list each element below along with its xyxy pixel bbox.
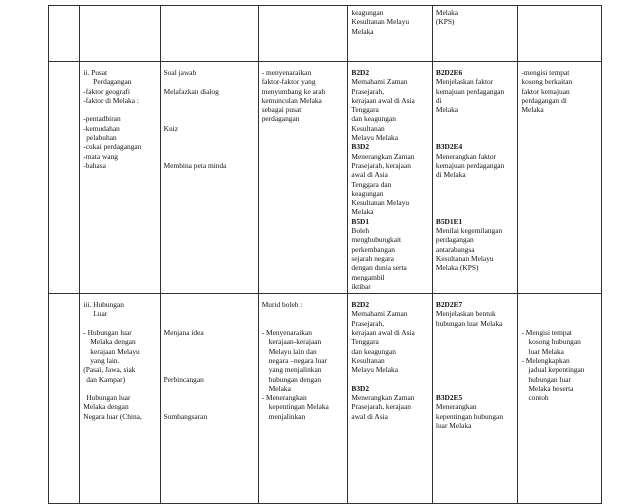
text-line: menjalinkan (268, 411, 306, 421)
text-line: kosong berkaitan (521, 77, 573, 87)
table-row-continuation (49, 6, 602, 62)
text-line: Memahami Zaman (351, 77, 408, 87)
cell-number (49, 6, 80, 62)
text-line: hubungan luar (528, 374, 571, 384)
text-line: perdagangan di (521, 95, 567, 105)
cell-standard (348, 294, 433, 504)
text-line: -mata wang (83, 151, 118, 161)
text-line: Melaka (435, 105, 459, 115)
text-line: kerajaan Melayu (90, 346, 140, 356)
text-line: kemunculan Melaka (261, 95, 322, 105)
lesson-plan-table (48, 5, 602, 504)
text-line: luar Melaka (435, 420, 472, 430)
cell-topic (80, 6, 160, 62)
text-line: Tenggara (351, 337, 379, 347)
text-line: Tenggara (351, 105, 379, 115)
text-line: kerajaan-kerajaan (268, 337, 322, 347)
text-line: di (435, 95, 442, 105)
cell-number (49, 62, 80, 294)
text-line: Kesultanan (351, 355, 385, 365)
cell-notes (258, 6, 348, 62)
text-line: -faktor di Melaka : (83, 95, 139, 105)
text-line: pelabuhan (86, 133, 117, 143)
text-line: Menilai kegemilangan (435, 226, 503, 236)
activity-item: Sumbangsaran (163, 411, 208, 421)
text-line: Menerangkan faktor (435, 151, 497, 161)
text-line: faktor-faktor yang (261, 77, 316, 87)
text-line: kemajuan perdagangan (435, 86, 505, 96)
text-line: Menerangkan Zaman (351, 151, 415, 161)
standard-code: B5D1 (351, 216, 370, 226)
text-line: Melaka (521, 105, 544, 115)
evidence-code: B3D2E5 (435, 393, 463, 403)
text-line: luar Melaka (528, 346, 564, 356)
text-line: Melaka dengan (90, 337, 136, 347)
cell-topic (80, 62, 160, 294)
text-line: Melaka (435, 8, 459, 17)
evidence-code: B2D2E6 (435, 68, 463, 77)
text-line: - menyenaraikan (261, 68, 312, 77)
text-line: Hubungan luar (86, 393, 131, 403)
text-line: (Pasai, Jawa, siak (83, 365, 136, 375)
text-line: Melaka (351, 207, 374, 217)
text-line: Tenggara dan (351, 179, 392, 189)
activity-item: Membina peta minda (163, 160, 227, 170)
table-row-hubungan-luar (49, 294, 602, 504)
cell-activities (160, 294, 258, 504)
text-line: Kesultanan (351, 123, 385, 133)
text-line: Menerangkan Zaman (351, 393, 415, 403)
text-line: Prasejarah, (351, 86, 385, 96)
text-line: jadual kepentingan (528, 365, 585, 375)
text-line: -kemudahan (83, 123, 120, 133)
cell-notes (258, 294, 348, 504)
text-line: kosong hubungan (528, 337, 581, 347)
text-line: kerajaan awal di Asia (351, 328, 415, 338)
text-line: Melaka beserta (528, 383, 574, 393)
text-line: Kesultanan Melayu (351, 17, 410, 27)
text-line: keagungan (351, 188, 384, 198)
text-line: kepentingan hubungan (435, 411, 504, 421)
text-line: - Menerangkan (261, 393, 307, 403)
text-line: Melaka (KPS) (435, 263, 479, 273)
text-line: di Melaka (435, 170, 466, 180)
text-line: Melaka (351, 26, 374, 36)
text-line: contoh (528, 393, 549, 403)
text-line: Negara luar (China, (83, 411, 142, 421)
text-line: menghubungkait (351, 235, 402, 245)
cell-standard (348, 6, 433, 62)
text-line: keagungan (351, 8, 384, 17)
activity-item: Perbincangan (163, 374, 204, 384)
cell-evidence (432, 294, 518, 504)
text-line: Melayu Melaka (351, 365, 399, 375)
cell-remarks (518, 62, 602, 294)
cell-activities (160, 62, 258, 294)
text-line: antarabangsa (435, 244, 475, 254)
text-line: Prasejarah, kerajaan (351, 402, 411, 412)
standard-code: B2D2 (351, 300, 370, 310)
text-line: perkembangan (351, 244, 395, 254)
standard-code: B3D2 (351, 142, 370, 152)
cell-remarks (518, 294, 602, 504)
cell-number (49, 294, 80, 504)
standard-code: B2D2 (351, 68, 370, 77)
topic-heading: Perdagangan (93, 77, 132, 87)
text-line: yang menjalinkan (268, 365, 322, 375)
text-line: awal di Asia (351, 411, 388, 421)
text-line: perdagangan (435, 235, 474, 245)
text-line: Boleh (351, 226, 370, 236)
table-row-pusat-perdagangan (49, 62, 602, 294)
text-line: -faktor geografi (83, 86, 130, 96)
text-line: Murid boleh : (261, 300, 303, 310)
text-line: Memahami Zaman (351, 309, 408, 319)
text-line: Kesultanan Melayu (351, 198, 410, 208)
text-line: yang lain. (90, 355, 120, 365)
text-line: Kesultanan Melayu (435, 253, 494, 263)
text-line: dengan dunia serta (351, 263, 407, 273)
text-line: mengambil (351, 272, 385, 282)
text-line: - Melengkapkan (521, 355, 570, 365)
activity-item: Menjana idea (163, 328, 204, 338)
text-line: -mengisi tempat (521, 68, 570, 77)
text-line: dan keagungan (351, 114, 396, 124)
text-line: kepentingan Melaka (268, 402, 329, 412)
text-line: Prasejarah, (351, 318, 385, 328)
text-line: sebagai pusat (261, 105, 302, 115)
text-line: faktor kemajuan (521, 86, 570, 96)
topic-heading: iii. Hubungan (83, 300, 124, 310)
cell-remarks (518, 6, 602, 62)
text-line: Melayu lain dan (268, 346, 317, 356)
text-line: Melayu Melaka (351, 133, 399, 143)
text-line: hubungan dengan (268, 374, 322, 384)
text-line: - Hubungan luar (83, 328, 132, 338)
text-line: (KPS) (435, 17, 455, 27)
text-line: dan keagungan (351, 346, 396, 356)
cell-notes (258, 62, 348, 294)
text-line: Menjelaskan faktor (435, 77, 494, 87)
text-line: - Menyenaraikan (261, 328, 312, 338)
standard-code: B3D2 (351, 383, 370, 393)
evidence-code: B5D1E1 (435, 216, 463, 226)
cell-evidence (432, 6, 518, 62)
cell-activities (160, 6, 258, 62)
text-line: Melaka dengan (83, 402, 129, 412)
text-line: - Mengisi tempat (521, 328, 572, 338)
activity-item: Melafazkan dialog (163, 86, 219, 96)
text-line: Prasejarah, kerajaan (351, 160, 411, 170)
text-line: menyumbang ke arah (261, 86, 326, 96)
text-line: Menjelaskan bentuk (435, 309, 496, 319)
evidence-code: B2D2E7 (435, 300, 463, 310)
text-line: -cukai perdagangan (83, 142, 142, 152)
topic-heading: Luar (93, 309, 108, 319)
text-line: kemajuan perdagangan (435, 160, 505, 170)
text-line: Menerangkan (435, 402, 477, 412)
evidence-code: B3D2E4 (435, 142, 463, 152)
topic-heading: ii. Pusat (83, 68, 108, 77)
text-line: negara –negara luar (268, 355, 327, 365)
text-line: sejarah negara (351, 253, 394, 263)
cell-evidence (432, 62, 518, 294)
text-line: hubungan luar Melaka (435, 318, 503, 328)
text-line: -bahasa (83, 160, 106, 170)
text-line: kerajaan awal di Asia (351, 95, 415, 105)
text-line: perdagangan (261, 114, 300, 124)
activity-item: Soal jawab (163, 68, 197, 77)
text-line: Melaka (268, 383, 291, 393)
activity-item: Kuiz (163, 123, 178, 133)
text-line: awal di Asia (351, 170, 388, 180)
text-line: iktibar (351, 281, 371, 291)
text-line: -pentadbiran (83, 114, 121, 124)
text-line: dan Kampar) (86, 374, 126, 384)
cell-topic (80, 294, 160, 504)
cell-standard (348, 62, 433, 294)
